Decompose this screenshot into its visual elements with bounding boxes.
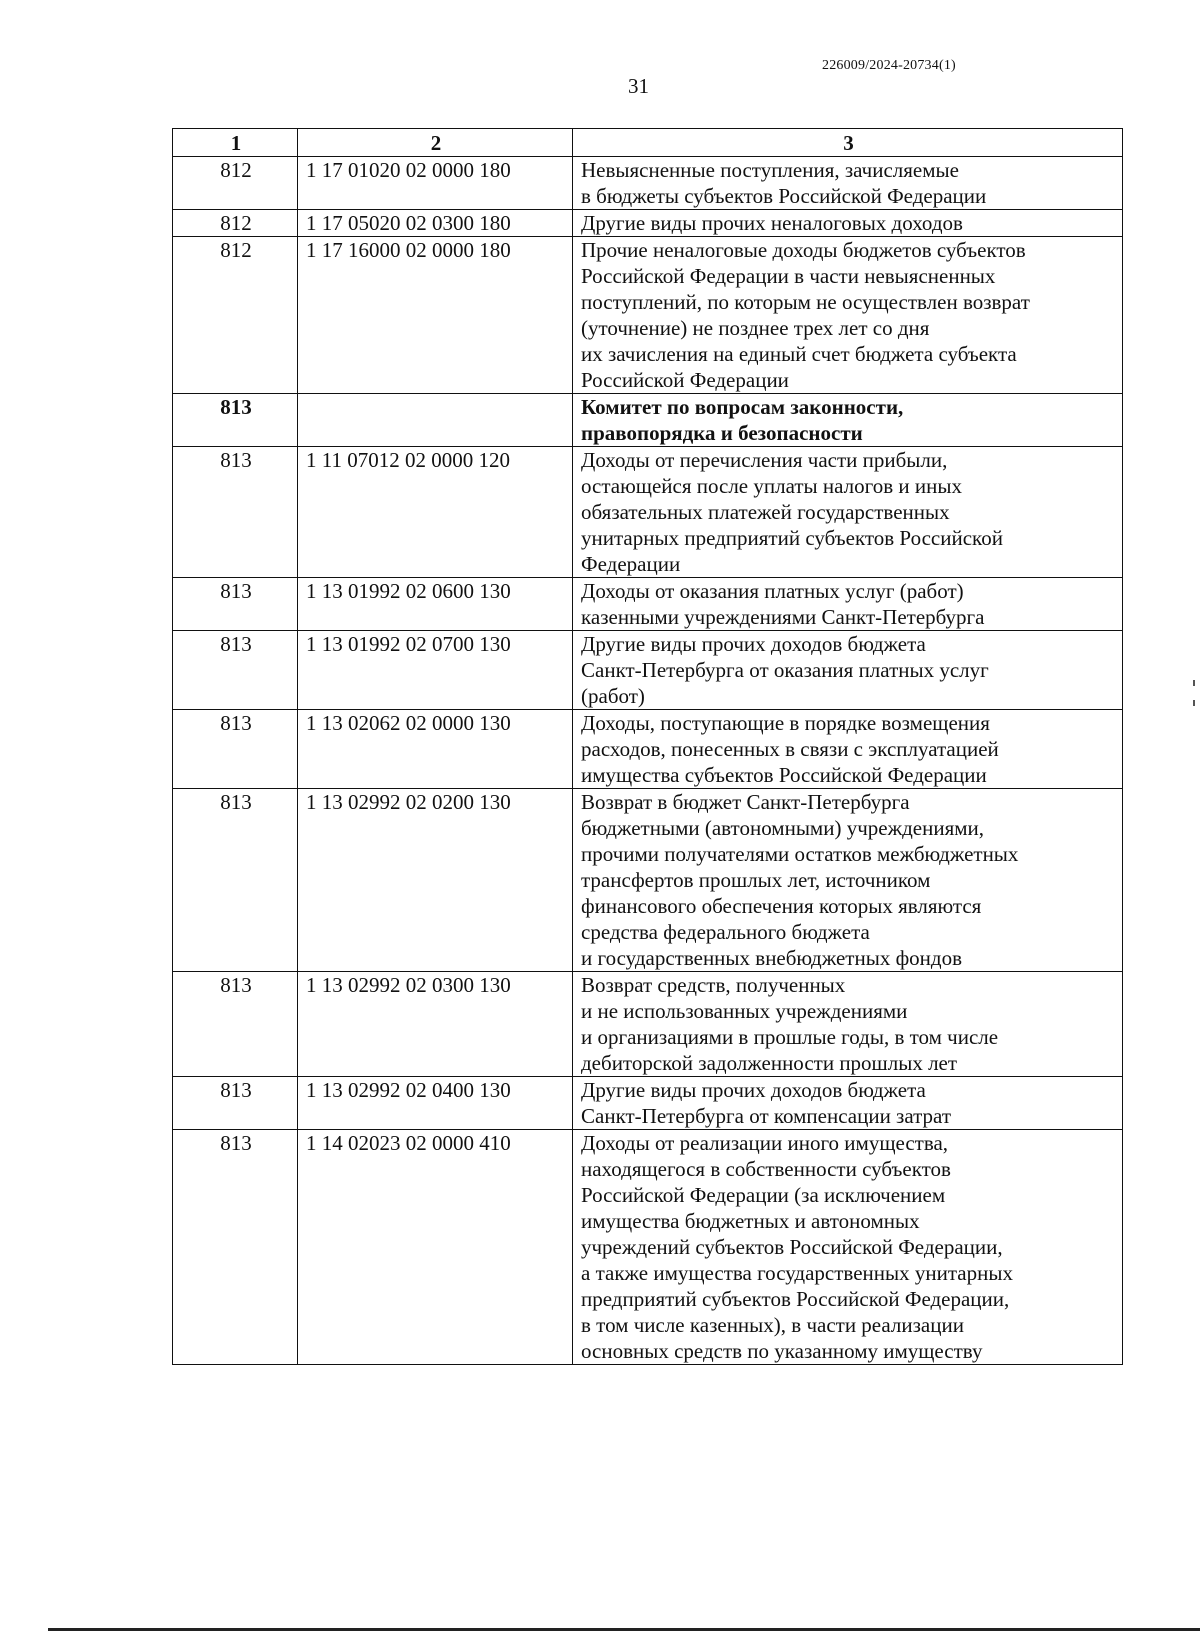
admin-code-cell: 813 xyxy=(173,789,298,972)
admin-code-cell: 813 xyxy=(173,1077,298,1130)
table-row xyxy=(173,237,1123,394)
column-header-2: 2 xyxy=(298,129,573,157)
admin-code-cell: 813 xyxy=(173,631,298,710)
column-header-1: 1 xyxy=(173,129,298,157)
income-description-cell: Другие виды прочих доходов бюджета Санкт-Петербурга от компенсации затрат xyxy=(573,1077,1123,1130)
scan-bottom-edge xyxy=(48,1628,1200,1631)
table-body xyxy=(173,157,1123,1365)
scan-mark xyxy=(1193,680,1195,686)
table-row xyxy=(173,631,1123,710)
income-code-cell: 1 13 01992 02 0700 130 xyxy=(298,631,573,710)
income-code-cell: 1 13 02992 02 0200 130 xyxy=(298,789,573,972)
table-row xyxy=(173,157,1123,210)
income-code-cell: 1 11 07012 02 0000 120 xyxy=(298,447,573,578)
admin-code-cell: 812 xyxy=(173,210,298,237)
admin-code-cell: 813 xyxy=(173,710,298,789)
table-row xyxy=(173,1130,1123,1365)
scan-mark xyxy=(1193,700,1195,706)
income-code-cell: 1 13 02992 02 0400 130 xyxy=(298,1077,573,1130)
admin-code-cell: 812 xyxy=(173,237,298,394)
income-description-cell: Невыясненные поступления, зачисляемые в бюджеты субъектов Российской Федерации xyxy=(573,157,1123,210)
table-row xyxy=(173,789,1123,972)
admin-code-cell: 813 xyxy=(173,1130,298,1365)
income-code-cell: 1 17 01020 02 0000 180 xyxy=(298,157,573,210)
table-row xyxy=(173,210,1123,237)
income-description-cell: Доходы от перечисления части прибыли, остающейся после уплаты налогов и иных обязательных платежей государственных унитарных предприятий субъектов Российской Федерации xyxy=(573,447,1123,578)
income-code-cell: 1 13 02062 02 0000 130 xyxy=(298,710,573,789)
income-description-cell: Другие виды прочих доходов бюджета Санкт-Петербурга от оказания платных услуг (работ) xyxy=(573,631,1123,710)
admin-code-cell: 813 xyxy=(173,447,298,578)
income-description-cell: Доходы, поступающие в порядке возмещения расходов, понесенных в связи с эксплуатацией имущества субъектов Российской Федерации xyxy=(573,710,1123,789)
income-description-cell: Доходы от оказания платных услуг (работ) казенными учреждениями Санкт-Петербурга xyxy=(573,578,1123,631)
column-header-3: 3 xyxy=(573,129,1123,157)
income-description-cell: Комитет по вопросам законности, правопорядка и безопасности xyxy=(573,394,1123,447)
document-registration-number: 226009/2024-20734(1) xyxy=(822,58,956,73)
budget-classification-table xyxy=(172,128,1123,1365)
table-row xyxy=(173,972,1123,1077)
income-description-cell: Возврат средств, полученных и не использованных учреждениями и организациями в прошлые годы, в том числе дебиторской задолженности прошлых лет xyxy=(573,972,1123,1077)
admin-code-cell: 813 xyxy=(173,394,298,447)
income-description-cell: Другие виды прочих неналоговых доходов xyxy=(573,210,1123,237)
income-code-cell: 1 17 05020 02 0300 180 xyxy=(298,210,573,237)
income-description-cell: Возврат в бюджет Санкт-Петербурга бюджетными (автономными) учреждениями, прочими получателями остатков межбюджетных трансфертов прошлых лет, источником финансового обеспечения которых являются средства федерального бюджета и государственных внебюджетных фондов xyxy=(573,789,1123,972)
table-row xyxy=(173,1077,1123,1130)
table-row xyxy=(173,447,1123,578)
table-section-row xyxy=(173,394,1123,447)
income-code-cell: 1 17 16000 02 0000 180 xyxy=(298,237,573,394)
income-code-cell: 1 13 01992 02 0600 130 xyxy=(298,578,573,631)
page-number: 31 xyxy=(628,74,649,98)
income-description-cell: Доходы от реализации иного имущества, находящегося в собственности субъектов Российской Федерации (за исключением имущества бюджетных и автономных учреждений субъектов Российской Федерации, а также имущества государственных унитарных предприятий субъектов Российской Федерации, в том числе казенных), в части реализации основных средств по указанному имуществу xyxy=(573,1130,1123,1365)
table-header-row xyxy=(173,129,1123,157)
income-code-cell: 1 14 02023 02 0000 410 xyxy=(298,1130,573,1365)
admin-code-cell: 813 xyxy=(173,972,298,1077)
table-row xyxy=(173,710,1123,789)
income-code-cell: 1 13 02992 02 0300 130 xyxy=(298,972,573,1077)
admin-code-cell: 812 xyxy=(173,157,298,210)
admin-code-cell: 813 xyxy=(173,578,298,631)
table-row xyxy=(173,578,1123,631)
income-description-cell: Прочие неналоговые доходы бюджетов субъектов Российской Федерации в части невыясненных поступлений, по которым не осуществлен возврат (уточнение) не позднее трех лет со дня их зачисления на единый счет бюджета субъекта Российской Федерации xyxy=(573,237,1123,394)
income-code-cell xyxy=(298,394,573,447)
